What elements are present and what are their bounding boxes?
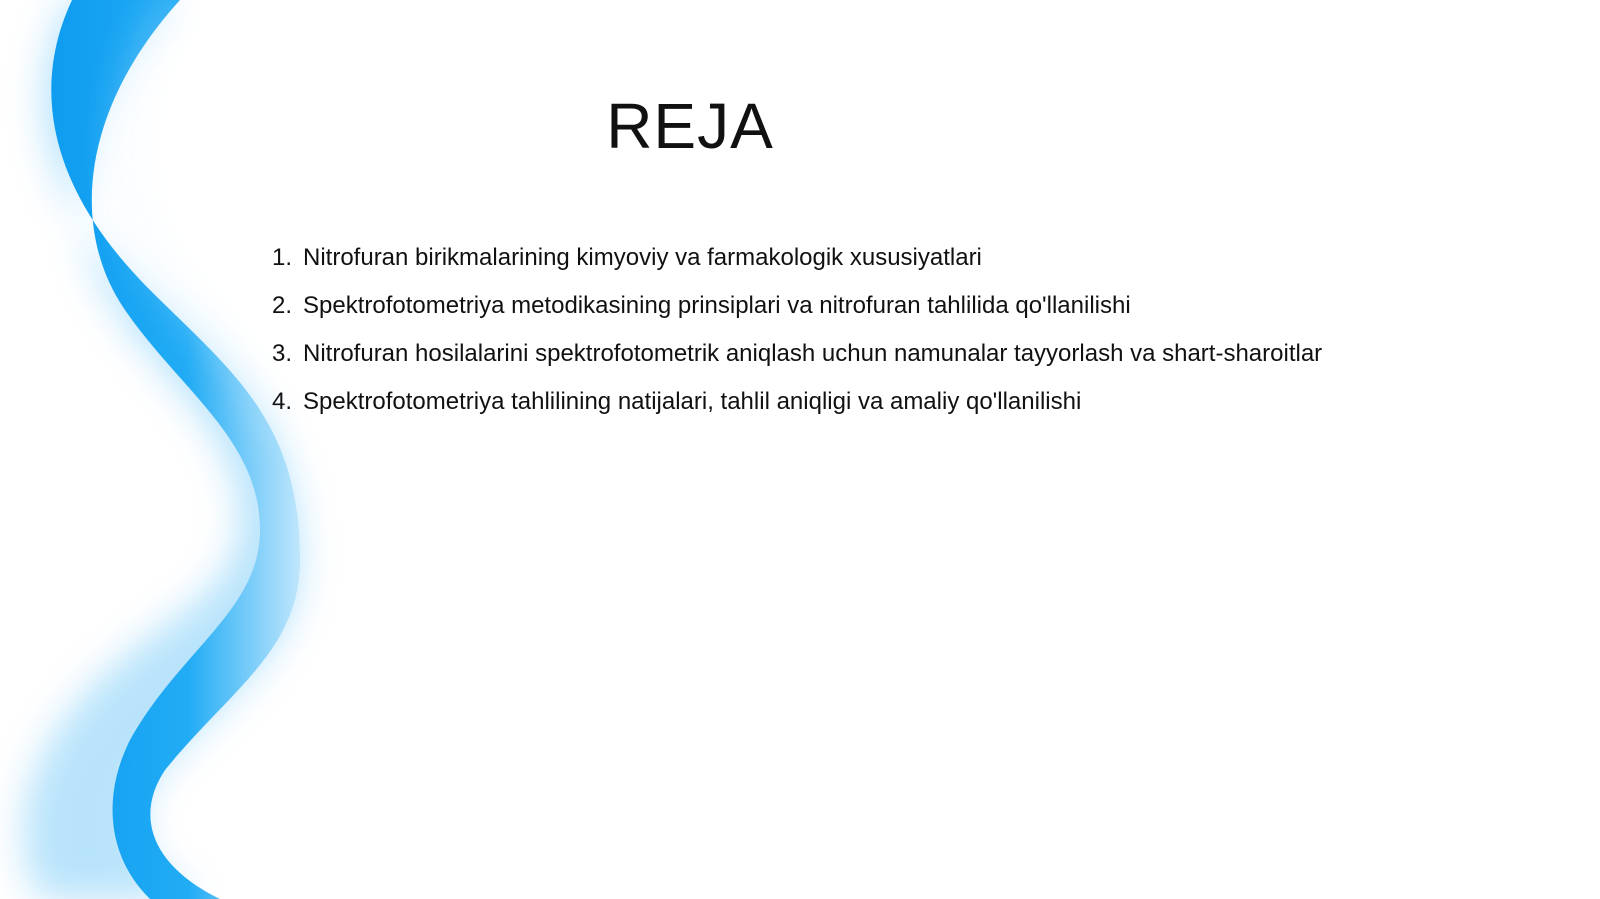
plan-item-text: Nitrofuran birikmalarining kimyoviy va farmakologik xususiyatlari <box>303 244 982 271</box>
plan-item-number: 1. <box>272 244 293 271</box>
slide-title: REJA <box>606 90 774 162</box>
plan-item-text: Nitrofuran hosilalarini spektrofotometrik aniqlash uchun namunalar tayyorlash va shart-sharoitlar <box>303 340 1323 367</box>
plan-item-3 <box>272 338 1392 370</box>
plan-list <box>272 242 1392 434</box>
plan-item-text: Spektrofotometriya tahlilining natijalari, tahlil aniqligi va amaliy qo'llanilishi <box>303 388 1082 415</box>
plan-item-number: 3. <box>272 340 293 367</box>
plan-item-number: 2. <box>272 292 293 319</box>
plan-item-text: Spektrofotometriya metodikasining prinsiplari va nitrofuran tahlilida qo'llanilishi <box>303 292 1131 319</box>
plan-item-number: 4. <box>272 388 293 415</box>
plan-item-2 <box>272 290 1392 322</box>
plan-item-1 <box>272 242 1392 274</box>
plan-item-4 <box>272 386 1392 418</box>
